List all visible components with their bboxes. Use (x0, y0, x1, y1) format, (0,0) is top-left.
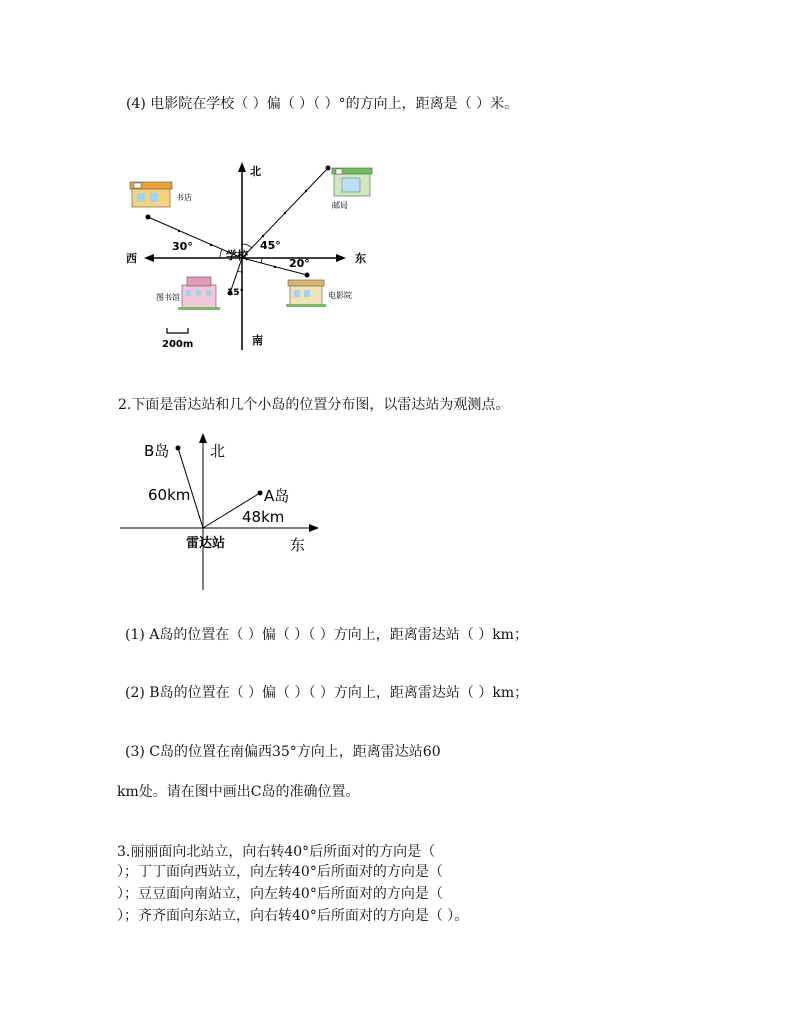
angle-south-label: 15° (227, 288, 245, 298)
a-island-label: A岛 (264, 487, 290, 505)
angle-west-label: 30° (172, 240, 193, 253)
south-label: 南 (252, 334, 263, 347)
q2-title: 2.下面是雷达站和几个小岛的位置分布图，以雷达站为观测点。 (118, 397, 510, 413)
scale-label: 200m (162, 339, 194, 350)
scale-bar (167, 328, 188, 333)
library-label: 图书馆 (156, 293, 180, 302)
bookstore-icon (130, 182, 172, 207)
east-label: 东 (290, 536, 306, 554)
north-label: 北 (250, 165, 261, 178)
b-distance-label: 60km (148, 486, 191, 504)
q3-line3: ）；豆豆面向南站立，向左转40°后所面对的方向是（ (117, 886, 443, 902)
north-arrow-icon (199, 433, 207, 443)
figure-school-direction-map (120, 158, 380, 358)
angle-ne-label: 45° (260, 239, 281, 252)
library-icon (178, 277, 220, 310)
west-label: 西 (126, 252, 137, 265)
b-island-point (176, 446, 181, 451)
east-arrow-icon (336, 254, 346, 262)
a-distance-label: 48km (242, 508, 285, 526)
q1-part4-text: (4) 电影院在学校（ ）偏（ ）（ ）°的方向上，距离是（ ）米。 (126, 96, 519, 112)
q3-line2: ）；丁丁面向西站立，向左转40°后所面对的方向是（ (117, 864, 443, 880)
figure-radar-station-map (118, 430, 338, 595)
q3-line4: ）；齐齐面向东站立，向右转40°后所面对的方向是（ ）。 (117, 908, 469, 924)
b-island-label: B岛 (144, 442, 170, 460)
east-label: 东 (355, 252, 366, 265)
bookstore-label: 书店 (176, 193, 192, 202)
post-office-icon (332, 168, 372, 196)
post-office-label: 邮局 (332, 201, 348, 210)
cinema-label: 电影院 (328, 291, 352, 300)
north-arrow-icon (238, 162, 246, 172)
school-label: 学校 (226, 249, 248, 262)
q2-sub2: (2) B岛的位置在（ ）偏（ ）（ ）方向上，距离雷达站（ ）km； (125, 685, 529, 701)
a-island-point (258, 491, 263, 496)
east-arrow-icon (309, 524, 319, 532)
north-label: 北 (210, 442, 226, 460)
angle-east-label: 20° (289, 257, 310, 270)
west-arrow-icon (144, 254, 154, 262)
q3-line1: 3.丽丽面向北站立，向右转40°后所面对的方向是（ (117, 844, 436, 860)
cinema-icon (286, 280, 326, 307)
q2-sub3-line2: km处。请在图中画出C岛的准确位置。 (117, 784, 360, 800)
q2-sub1: (1) A岛的位置在（ ）偏（ ）（ ）方向上，距离雷达站（ ）km； (125, 627, 528, 643)
q2-sub3-line1: (3) C岛的位置在南偏西35°方向上，距离雷达站60 (125, 744, 441, 760)
radar-station-label: 雷达站 (186, 536, 226, 551)
